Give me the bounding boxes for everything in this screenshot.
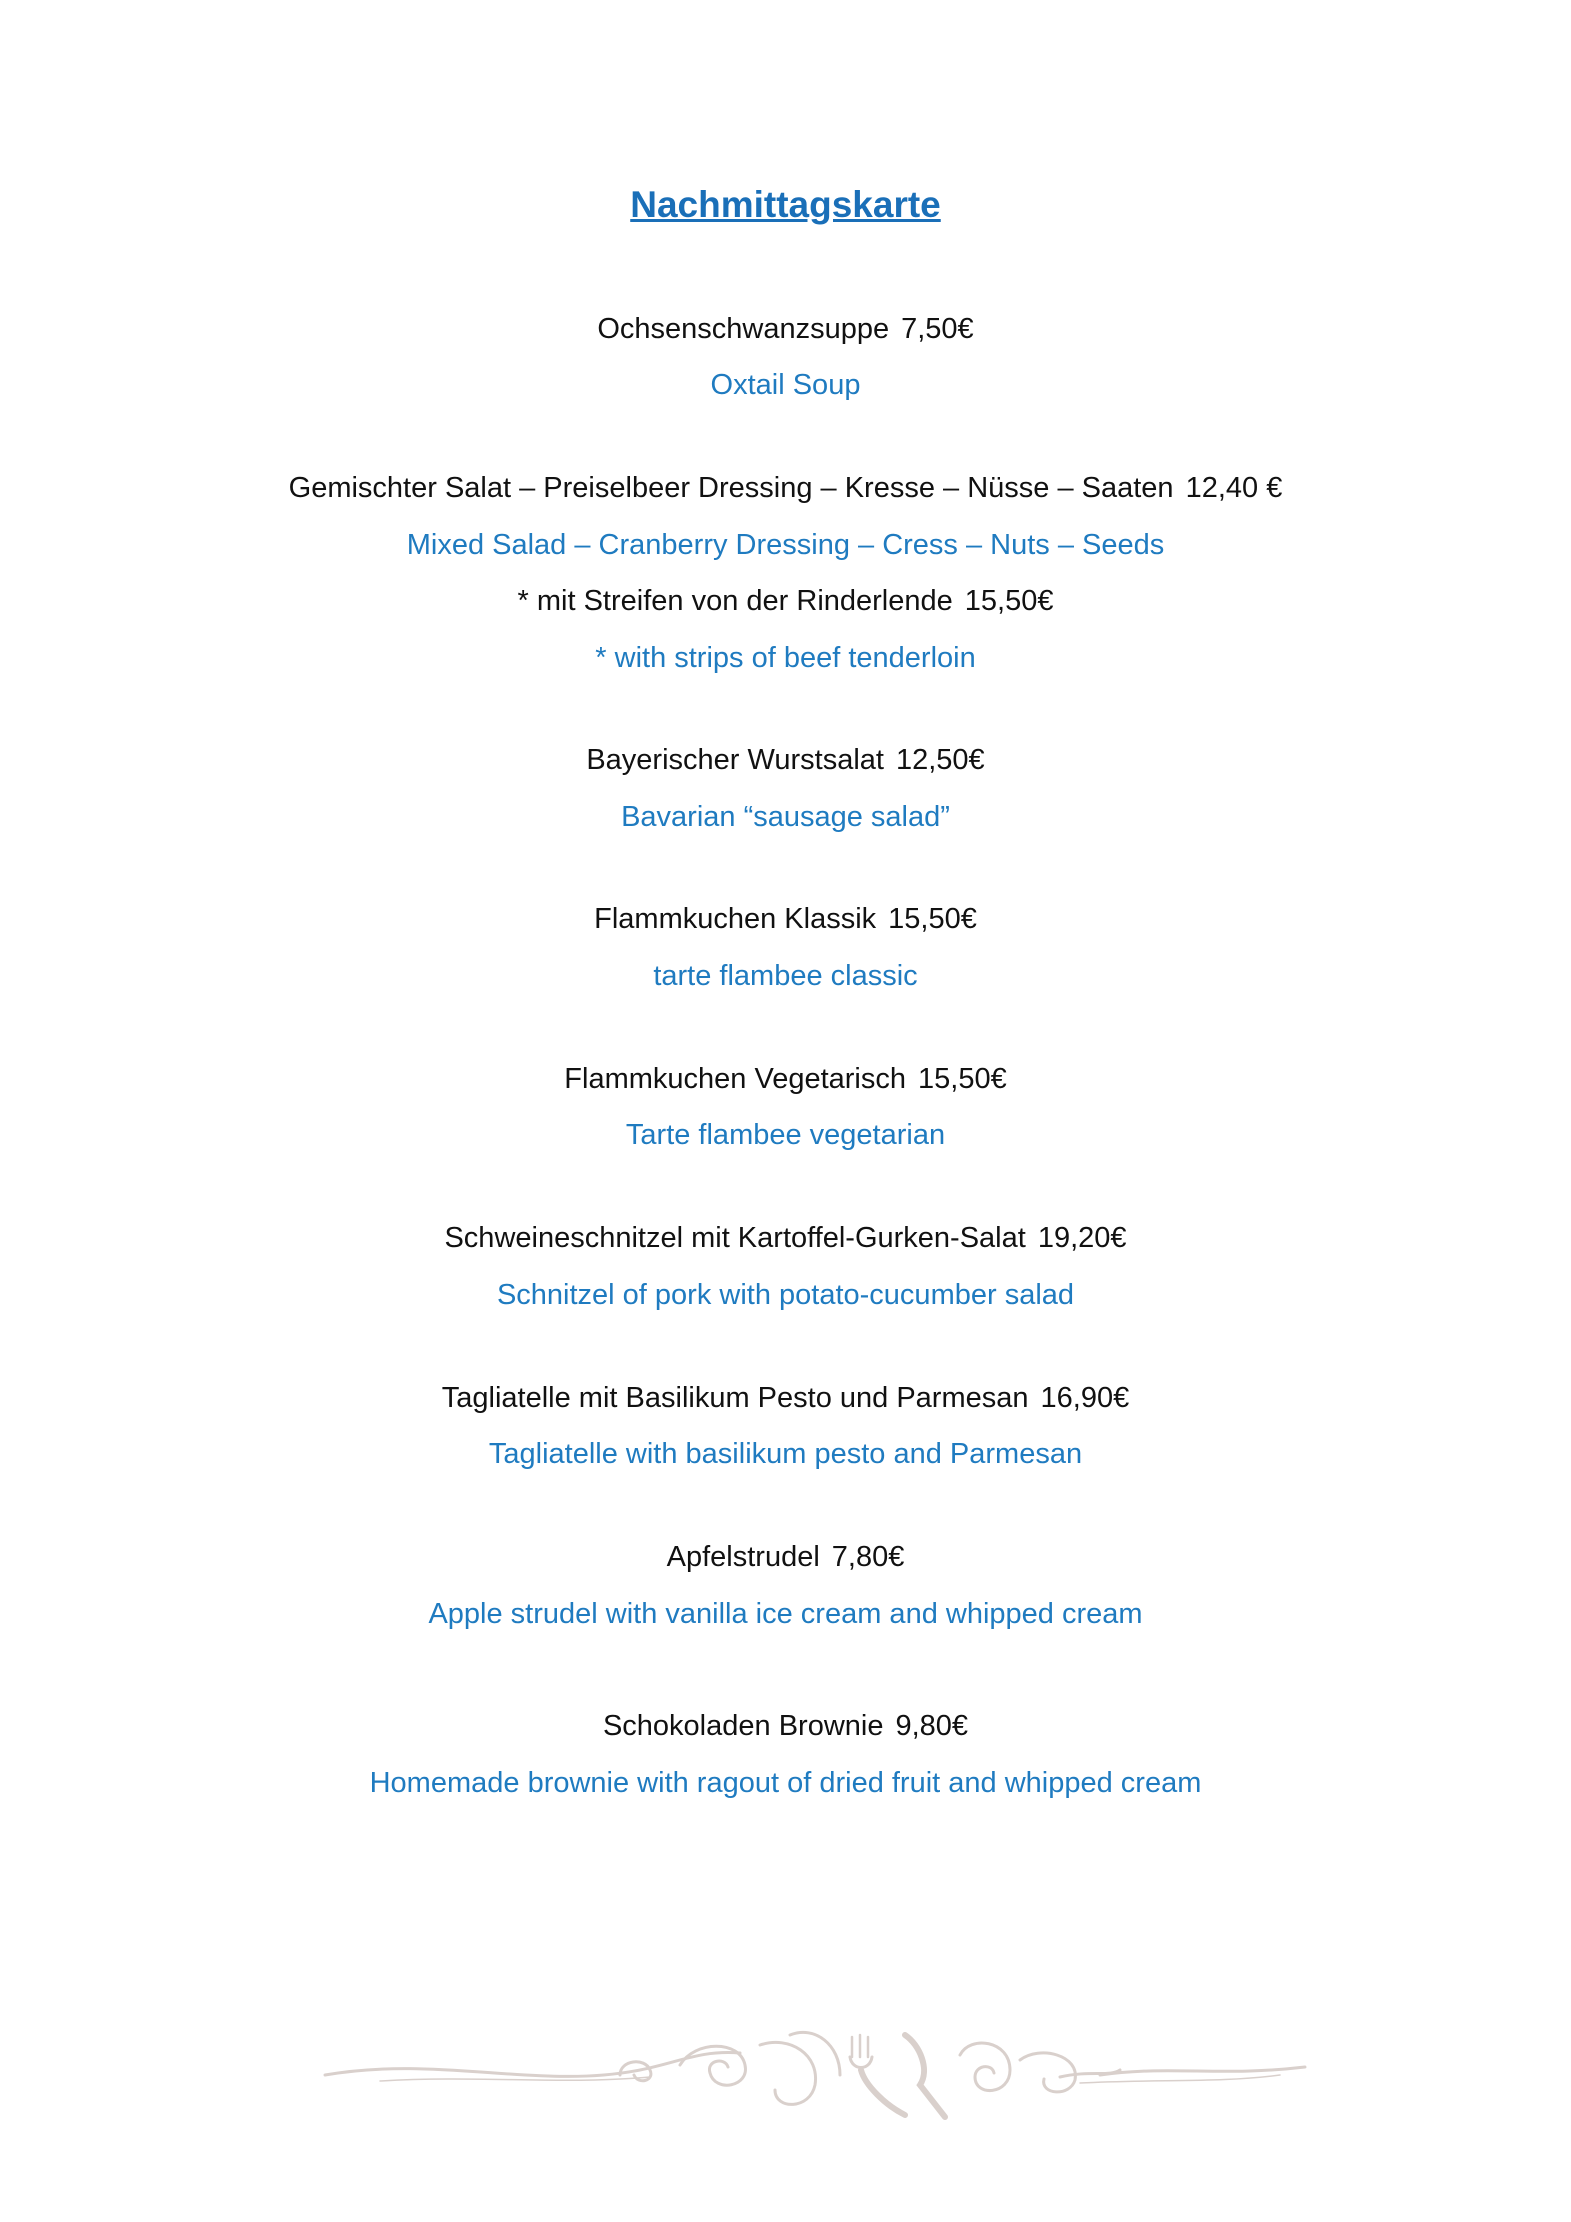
menu-item-german [0,311,1571,347]
menu-item-german [0,1539,1571,1575]
dish-name: Ochsenschwanzsuppe [597,313,890,345]
dish-price: 12,40 € [1185,472,1283,504]
dish-price: 12,50€ [895,744,985,776]
dish-price: 7,80€ [831,1541,905,1573]
menu-item-english: Bavarian “sausage salad” [621,801,950,833]
page-title: Nachmittagskarte [630,184,941,225]
menu-item-german [0,470,1571,506]
menu-item-german [0,1380,1571,1416]
addon-price: 15,50€ [964,585,1054,617]
dish-price: 9,80€ [895,1710,969,1742]
dish-price: 15,50€ [918,1063,1007,1095]
dish-name: Schokoladen Brownie [602,1710,884,1742]
dish-name: Tagliatelle mit Basilikum Pesto und Parmesan [441,1382,1029,1414]
dish-name: Flammkuchen Klassik [594,903,877,935]
fork-knife-swirl-ornament-icon [320,2015,1310,2125]
menu-addon-german [0,583,1571,619]
dish-name: Gemischter Salat – Preiselbeer Dressing – Kresse – Nüsse – Saaten [288,472,1174,504]
dish-name: Apfelstrudel [666,1541,820,1573]
menu-item-english: Tarte flambee vegetarian [625,1119,946,1151]
menu-addon-english: * with strips of beef tenderloin [595,642,976,674]
dish-price: 7,50€ [901,313,974,345]
dish-name: Flammkuchen Vegetarisch [564,1063,906,1095]
menu-item-english: Schnitzel of pork with potato-cucumber salad [496,1279,1075,1311]
menu-item-english: Oxtail Soup [710,369,861,401]
menu-item-english: Mixed Salad – Cranberry Dressing – Cress – Nuts – Seeds [406,529,1165,561]
addon-name: * mit Streifen von der Rinderlende [517,585,953,617]
menu-item-english: tarte flambee classic [653,960,918,992]
menu-item-english: Apple strudel with vanilla ice cream and whipped cream [428,1598,1143,1630]
menu-item-german [0,1708,1571,1744]
menu-item-german [0,901,1571,937]
dish-price: 16,90€ [1040,1382,1130,1414]
menu-item-english: Homemade brownie with ragout of dried fruit and whipped cream [369,1767,1202,1799]
dish-price: 15,50€ [888,903,977,935]
menu-item-german [0,742,1571,778]
menu-item-german [0,1220,1571,1256]
dish-price: 19,20€ [1037,1222,1127,1254]
dish-name: Bayerischer Wurstsalat [586,744,884,776]
menu-item-english: Tagliatelle with basilikum pesto and Parmesan [488,1438,1083,1470]
menu-item-german [0,1061,1571,1097]
dish-name: Schweineschnitzel mit Kartoffel-Gurken-Salat [444,1222,1026,1254]
